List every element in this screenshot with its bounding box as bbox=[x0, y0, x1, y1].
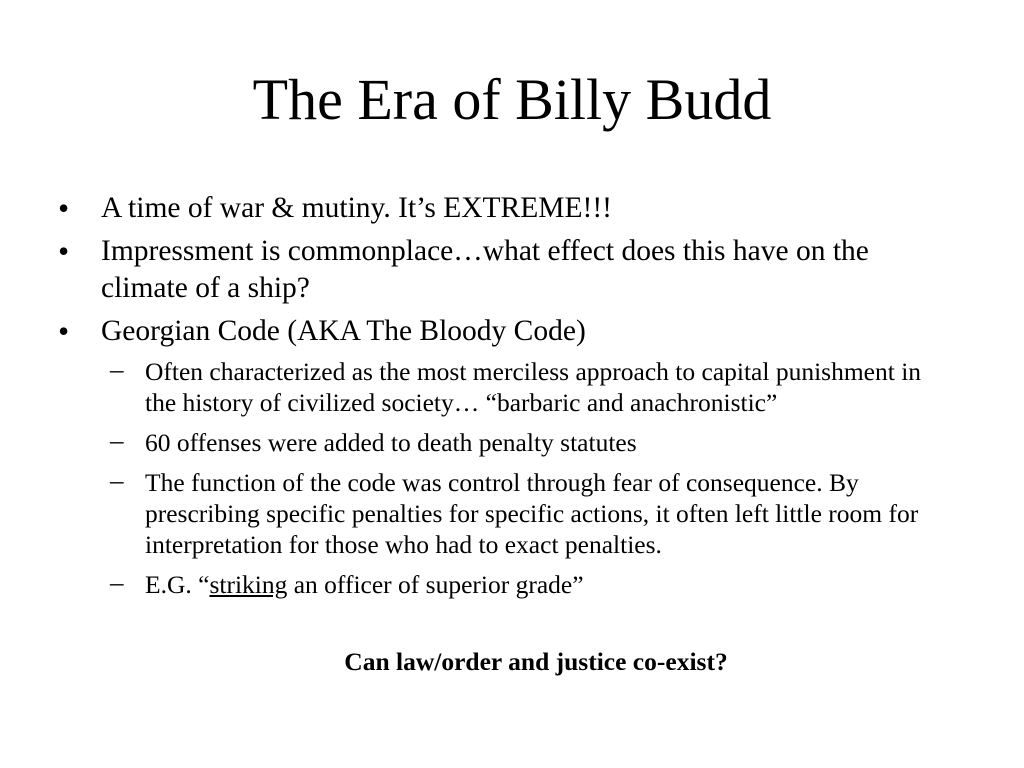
sub-bullet-text: The function of the code was control through fear of consequence. By prescribing specific penalties for specific actions, it often left little room for interpretation for those who had to exact penalties. bbox=[145, 468, 919, 559]
sub-bullet-text-before: E.G. “ bbox=[145, 570, 210, 599]
bullet-item bbox=[56, 313, 956, 350]
bullet-marker: • bbox=[58, 190, 70, 226]
underlined-word: striking bbox=[209, 570, 288, 599]
bullet-text: Impressment is commonplace…what effect does this have on the climate of a ship? bbox=[101, 235, 869, 304]
slide-title: The Era of Billy Budd bbox=[252, 67, 772, 132]
sub-bullet-item bbox=[56, 467, 956, 560]
sub-bullet-marker: – bbox=[110, 354, 124, 384]
bullet-list bbox=[56, 190, 956, 609]
sub-bullet-text: 60 offenses were added to death penalty statutes bbox=[145, 428, 637, 457]
bullet-item bbox=[56, 190, 956, 227]
bullet-item bbox=[56, 233, 956, 307]
sub-bullet-item bbox=[56, 569, 956, 600]
bullet-text: Georgian Code (AKA The Bloody Code) bbox=[101, 315, 586, 347]
sub-bullet-item bbox=[56, 427, 956, 458]
sub-bullet-marker: – bbox=[110, 425, 124, 455]
sub-bullet-item bbox=[56, 356, 956, 418]
bullet-marker: • bbox=[58, 313, 70, 349]
bullet-marker: • bbox=[58, 233, 70, 269]
closing-question: Can law/order and justice co-exist? bbox=[344, 647, 728, 676]
sub-bullet-marker: – bbox=[110, 567, 124, 597]
sub-bullet-marker: – bbox=[110, 465, 124, 495]
sub-bullet-text-after: an officer of superior grade” bbox=[287, 570, 584, 599]
sub-bullet-text: Often characterized as the most merciless approach to capital punishment in the history of civilized society… “barbaric and anachronistic” bbox=[145, 357, 922, 417]
bullet-text: A time of war & mutiny. It’s EXTREME!!! bbox=[101, 192, 612, 224]
